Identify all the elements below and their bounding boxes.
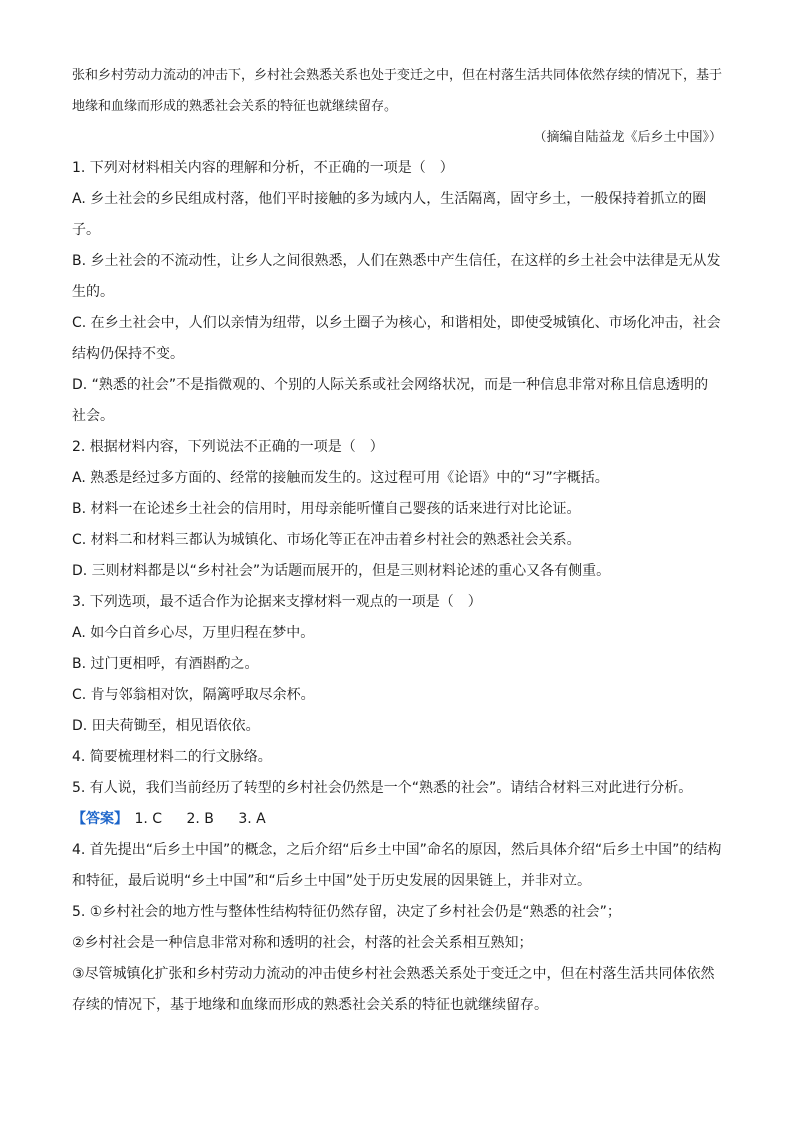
question-1-option-b: B. 乡土社会的不流动性，让乡人之间很熟悉，人们在熟悉中产生信任，在这样的乡土社会中法律是无从发生的。 [72, 253, 721, 300]
answer-q5-point-2: ②乡村社会是一种信息非常对称和透明的社会，村落的社会关系相互熟知； [72, 935, 533, 951]
answer-q5-point-1: 5. ①乡村社会的地方性与整体性结构特征仍然存留，决定了乡村社会仍是“熟悉的社会”； [72, 904, 621, 920]
answer-choice-1: 1. C [134, 811, 163, 827]
passage-source: （摘编自陆益龙《后乡土中国》） [533, 130, 722, 145]
question-5-stem: 5. 有人说，我们当前经历了转型的乡村社会仍然是一个“熟悉的社会”。请结合材料三对此进行分析。 [72, 780, 693, 796]
answer-choice-3: 3. A [238, 811, 266, 827]
answer-q4: 4. 首先提出“后乡土中国”的概念，之后介绍“后乡土中国”命名的原因，然后具体介绍“后乡土中国”的结构和特征，最后说明“乡土中国”和“后乡土中国”处于历史发展的因果链上，并非对立。 [72, 842, 722, 889]
question-1-option-d: D. “熟悉的社会”不是指微观的、个别的人际关系或社会网络状况，而是一种信息非常对称且信息透明的社会。 [72, 377, 709, 424]
answer-choice-2: 2. B [186, 811, 214, 827]
question-3-option-a: A. 如今白首乡心尽，万里归程在梦中。 [72, 625, 315, 641]
question-2-option-b: B. 材料一在论述乡土社会的信用时，用母亲能听懂自己婴孩的话来进行对比论证。 [72, 501, 581, 517]
document-page [72, 60, 722, 1021]
passage-text: 张和乡村劳动力流动的冲击下，乡村社会熟悉关系也处于变迁之中，但在村落生活共同体依然存续的情况下，基于地缘和血缘而形成的熟悉社会关系的特征也就继续留存。 [72, 68, 723, 114]
question-3-option-c: C. 肯与邻翁相对饮，隔篱呼取尽余杯。 [72, 687, 315, 703]
answer-q5-point-3: ③尽管城镇化扩张和乡村劳动力流动的冲击使乡村社会熟悉关系处于变迁之中，但在村落生活共同体依然存续的情况下，基于地缘和血缘而形成的熟悉社会关系的特征也就继续留存。 [72, 966, 715, 1013]
question-2-option-d: D. 三则材料都是以“乡村社会”为话题而展开的，但是三则材料论述的重心又各有侧重。 [72, 563, 611, 579]
question-4-stem: 4. 简要梳理材料二的行文脉络。 [72, 749, 272, 765]
question-1-option-c: C. 在乡土社会中，人们以亲情为纽带，以乡土圈子为核心，和谐相处，即使受城镇化、市场化冲击，社会结构仍保持不变。 [72, 315, 721, 362]
answer-tag: 【答案】 [72, 811, 128, 827]
question-2-stem: 2. 根据材料内容，下列说法不正确的一项是（ ） [72, 439, 384, 455]
question-2-option-a: A. 熟悉是经过多方面的、经常的接触而发生的。这过程可用《论语》中的“习”字概括。 [72, 470, 609, 486]
question-1-option-a: A. 乡土社会的乡民组成村落，他们平时接触的多为域内人，生活隔离，固守乡土，一般保持着抓立的圈子。 [72, 191, 707, 238]
question-3-option-d: D. 田夫荷锄至，相见语依依。 [72, 718, 260, 734]
question-1-stem: 1. 下列对材料相关内容的理解和分析，不正确的一项是（ ） [72, 160, 454, 176]
question-3-option-b: B. 过门更相呼，有酒斟酌之。 [72, 656, 259, 672]
answer-choices [72, 804, 722, 835]
question-2-option-c: C. 材料二和材料三都认为城镇化、市场化等正在冲击着乡村社会的熟悉社会关系。 [72, 532, 581, 548]
question-3-stem: 3. 下列选项，最不适合作为论据来支撑材料一观点的一项是（ ） [72, 594, 482, 610]
